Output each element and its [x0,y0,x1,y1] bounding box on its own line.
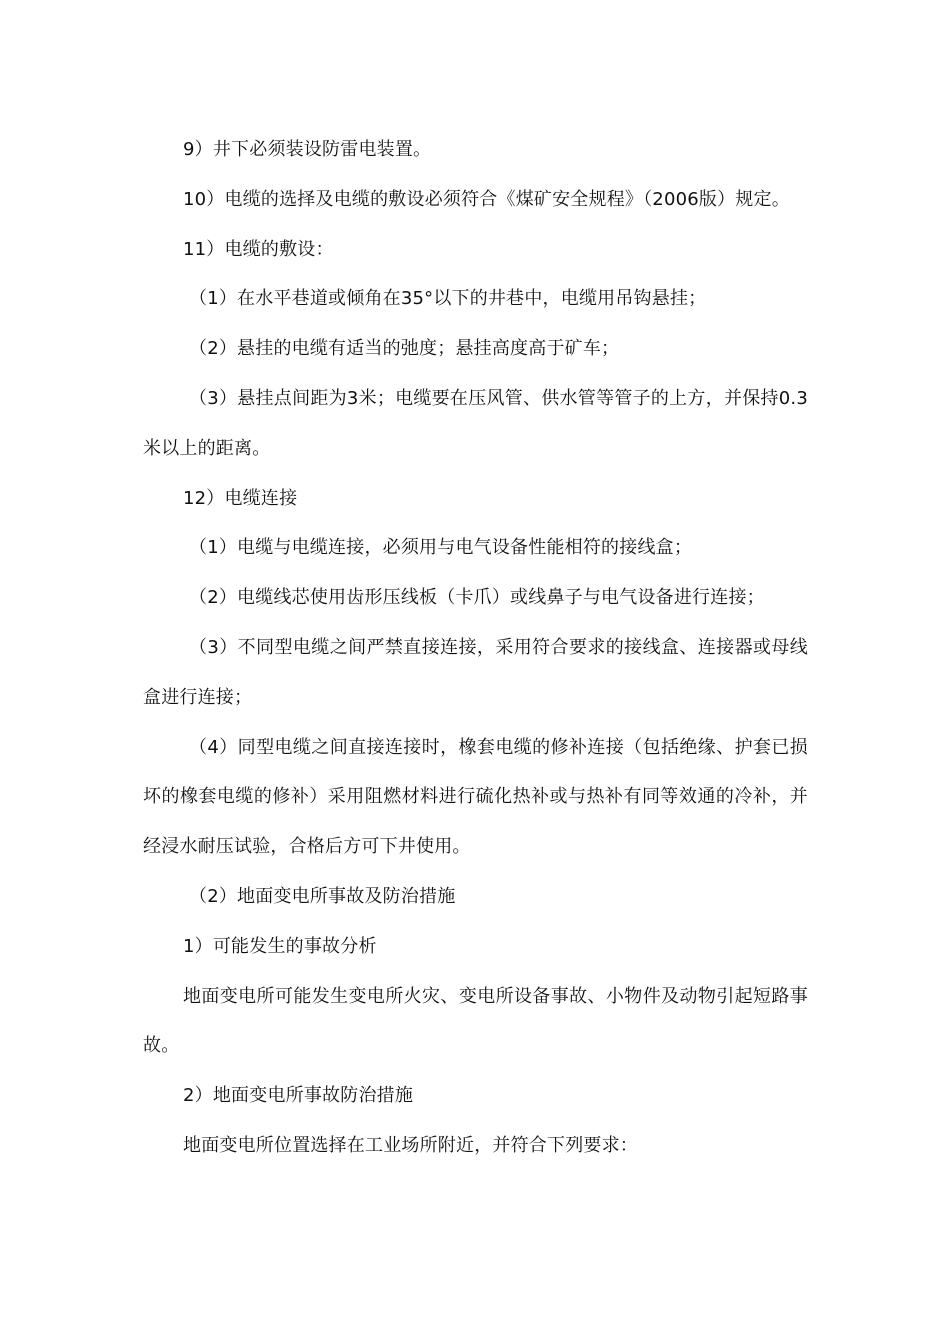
paragraph-cable-connection-item-4: （4）同型电缆之间直接连接时，橡套电缆的修补连接（包括绝缘、护套已损坏的橡套电缆的修补）采用阻燃材料进行硫化热补或与热补有同等效通的冷补，并经浸水耐压试验，合格后方可下井使用。 [143,736,808,858]
section-heading-substation: （2）地面变电所事故及防治措施 [189,885,456,907]
paragraph-cable-connection-item-2: （2）电缆线芯使用齿形压线板（卡爪）或线鼻子与电气设备进行连接； [189,587,765,609]
paragraph-prevention-heading: 2）地面变电所事故防治措施 [183,1085,414,1107]
document-body [143,125,808,1171]
paragraph-cable-laying-item-2: （2）悬挂的电缆有适当的弛度；悬挂高度高于矿车； [189,338,620,360]
paragraph-cable-selection: 10）电缆的选择及电缆的敷设必须符合《煤矿安全规程》（2006版）规定。 [183,188,790,210]
paragraph-cable-connection-item-3: （3）不同型电缆之间严禁直接连接，采用符合要求的接线盒、连接器或母线盒进行连接； [143,636,808,708]
paragraph-cable-connection-heading: 12）电缆连接 [183,487,298,509]
paragraph-lightning-protection: 9）井下必须装设防雷电装置。 [183,139,432,160]
paragraph-cable-connection-item-1: （1）电缆与电缆连接，必须用与电气设备性能相符的接线盒； [189,537,693,559]
paragraph-cable-laying-heading: 11）电缆的敷设： [183,238,334,260]
paragraph-prevention-body: 地面变电所位置选择在工业场所附近，并符合下列要求： [183,1134,638,1156]
paragraph-cable-laying-item-1: （1）在水平巷道或倾角在35°以下的井巷中，电缆用吊钩悬挂； [189,288,707,310]
paragraph-cable-laying-item-3: （3）悬挂点间距为3米；电缆要在压风管、供水管等管子的上方，并保持0.3米以上的距离。 [143,387,808,459]
paragraph-accident-analysis-body: 地面变电所可能发生变电所火灾、变电所设备事故、小物件及动物引起短路事故。 [143,985,808,1057]
paragraph-accident-analysis-heading: 1）可能发生的事故分析 [183,935,377,957]
